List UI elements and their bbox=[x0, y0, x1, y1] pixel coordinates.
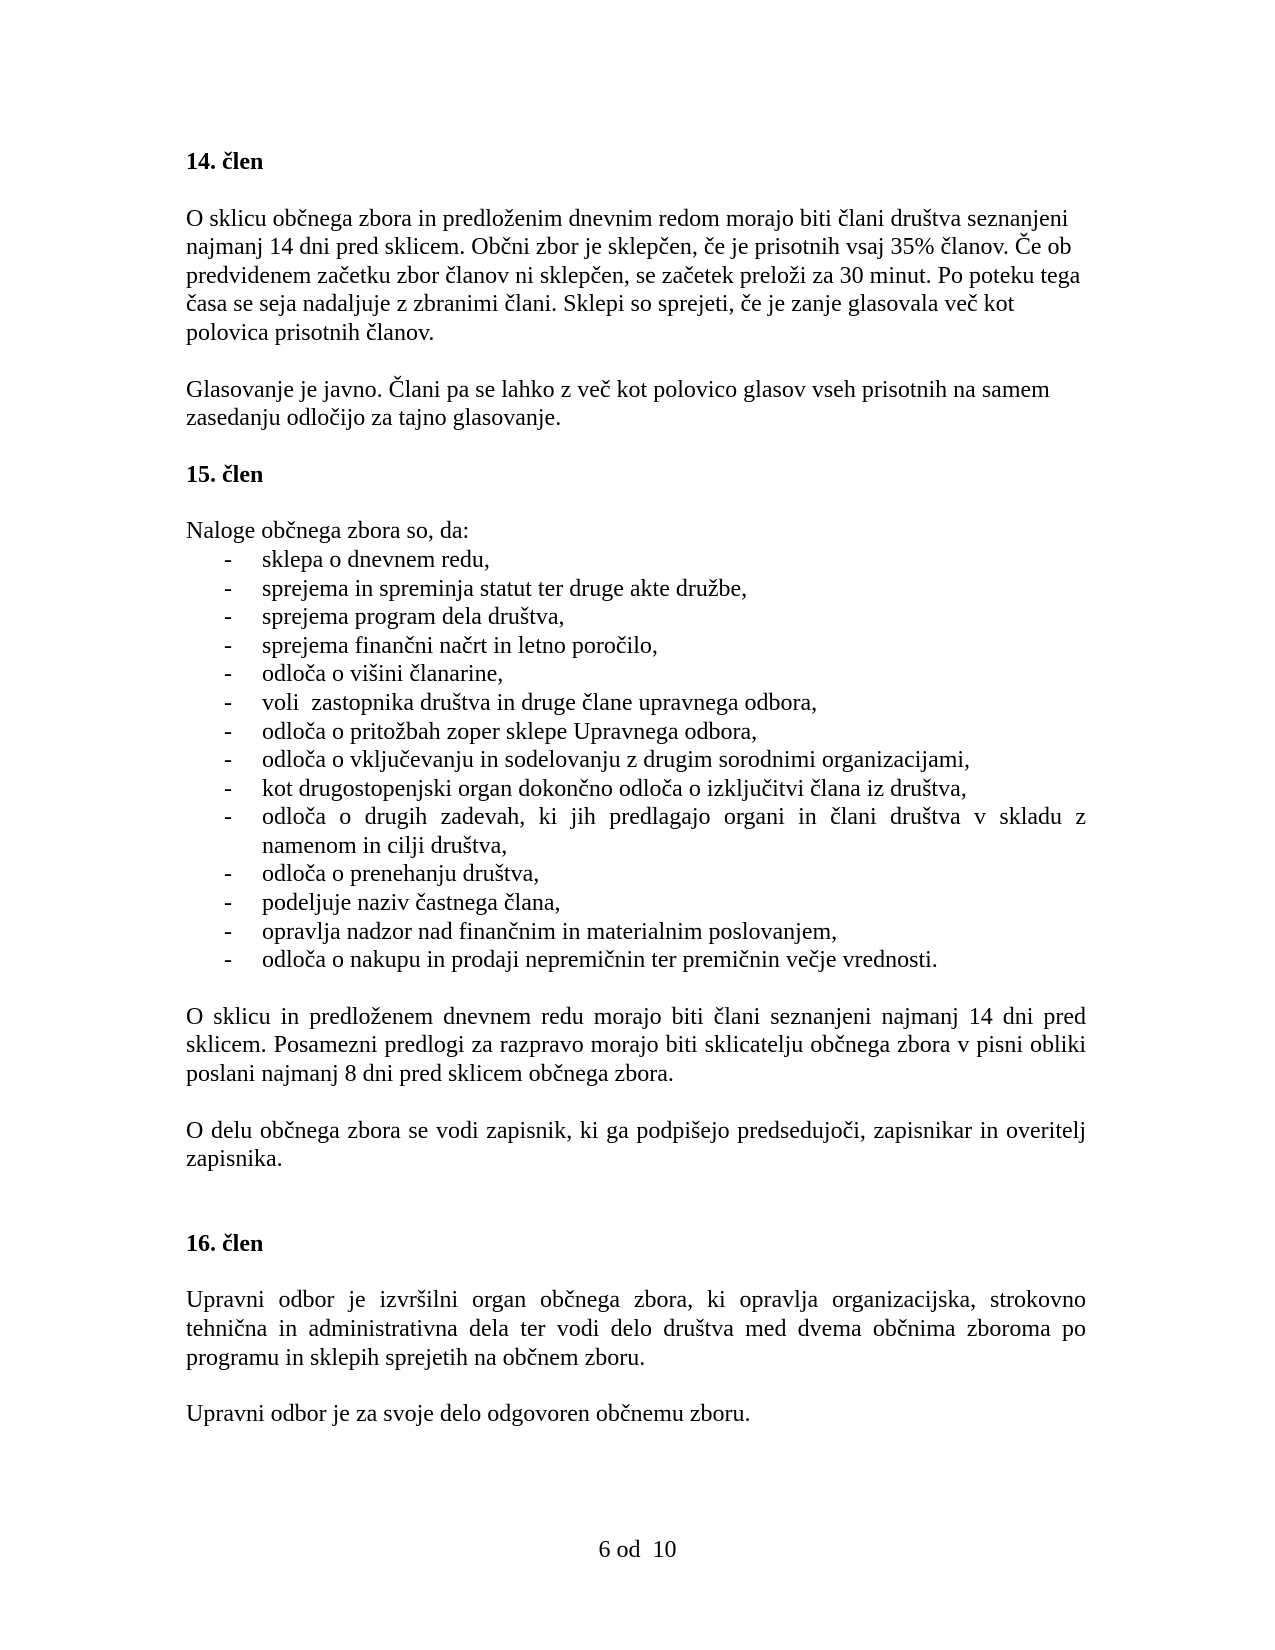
list-item-text: voli zastopnika društva in druge člane upravnega odbora, bbox=[262, 689, 818, 716]
list-item-text: kot drugostopenjski organ dokončno odloča o izključitvi člana iz društva, bbox=[262, 775, 967, 802]
list-item-text: odloča o vključevanju in sodelovanju z drugim sorodnimi organizacijami, bbox=[262, 747, 971, 774]
list-dash: - bbox=[224, 718, 232, 745]
list-item-text: opravlja nadzor nad finančnim in materialnim poslovanjem, bbox=[262, 918, 838, 945]
list-item-text: odloča o drugih zadevah, ki jih predlagajo organi in člani društva v skladu z namenom in cilji društva, bbox=[262, 804, 1086, 859]
list-item bbox=[186, 860, 1086, 889]
list-dash: - bbox=[224, 575, 232, 602]
article-15-heading: 15. člen bbox=[186, 461, 264, 488]
article-15-intro: Naloge občnega zbora so, da: bbox=[186, 518, 470, 545]
list-item-text: sklepa o dnevnem redu, bbox=[262, 546, 490, 573]
article-15-paragraph-2: O delu občnega zbora se vodi zapisnik, ki ga podpišejo predsedujoči, zapisnikar in overitelj zapisnika. bbox=[186, 1117, 1086, 1173]
article-16-paragraph-2: Upravni odbor je za svoje delo odgovoren občnemu zboru. bbox=[186, 1401, 751, 1428]
list-item bbox=[186, 603, 1086, 632]
article-14-paragraph-1: O sklicu občnega zbora in predloženim dnevnim redom morajo biti člani društva seznanjeni najmanj 14 dni pred sklicem. Občni zbor je sklepčen, če je prisotnih vsaj 35% članov. Če ob predvidenem začetku zbor članov ni sklepčen, se začetek preloži za 30 minut. Po poteku tega časa se seja nadaljuje z zbranimi člani. Sklepi so sprejeti, če je zanje glasovala več kot polovica prisotnih članov. bbox=[186, 205, 1081, 346]
list-item-text: odloča o pritožbah zoper sklepe Upravnega odbora, bbox=[262, 718, 758, 745]
list-item bbox=[186, 660, 1086, 689]
page-number: 6 od 10 bbox=[598, 1537, 677, 1563]
list-dash: - bbox=[224, 804, 232, 831]
list-item bbox=[186, 946, 1086, 975]
list-item bbox=[186, 889, 1086, 918]
article-14-paragraph-2: Glasovanje je javno. Člani pa se lahko z več kot polovico glasov vseh prisotnih na samem zasedanju odločijo za tajno glasovanje. bbox=[186, 376, 1050, 432]
list-item bbox=[186, 718, 1086, 747]
list-item-text: odloča o višini članarine, bbox=[262, 661, 504, 688]
list-dash: - bbox=[224, 546, 232, 573]
document-page bbox=[186, 148, 1086, 1429]
list-item-text: sprejema program dela društva, bbox=[262, 604, 565, 631]
list-dash: - bbox=[224, 918, 232, 945]
list-item bbox=[186, 918, 1086, 947]
article-15-duties-list bbox=[186, 546, 1086, 975]
list-item-text: sprejema in spreminja statut ter druge akte družbe, bbox=[262, 575, 748, 602]
list-item bbox=[186, 689, 1086, 718]
list-item bbox=[186, 775, 1086, 804]
list-item bbox=[186, 746, 1086, 775]
list-dash: - bbox=[224, 861, 232, 888]
list-dash: - bbox=[224, 747, 232, 774]
list-dash: - bbox=[224, 775, 232, 802]
list-item bbox=[186, 575, 1086, 604]
list-item bbox=[186, 632, 1086, 661]
article-16-paragraph-1: Upravni odbor je izvršilni organ občnega zbora, ki opravlja organizacijska, strokovno tehnična in administrativna dela ter vodi delo društva med dvema občnima zboroma po programu in sklepih sprejetih na občnem zboru. bbox=[186, 1287, 1086, 1371]
list-dash: - bbox=[224, 689, 232, 716]
list-item bbox=[186, 546, 1086, 575]
list-dash: - bbox=[224, 604, 232, 631]
article-16-heading: 16. člen bbox=[186, 1230, 264, 1257]
list-item bbox=[186, 803, 1086, 860]
list-item-text: podeljuje naziv častnega člana, bbox=[262, 890, 561, 917]
list-dash: - bbox=[224, 947, 232, 974]
list-item-text: odloča o prenehanju društva, bbox=[262, 861, 540, 888]
article-15-paragraph-1: O sklicu in predloženem dnevnem redu morajo biti člani seznanjeni najmanj 14 dni pred sklicem. Posamezni predlogi za razpravo morajo biti sklicatelju občnega zbora v pisni obliki poslani najmanj 8 dni pred sklicem občnega zbora. bbox=[186, 1003, 1086, 1088]
list-dash: - bbox=[224, 661, 232, 688]
list-item-text: sprejema finančni načrt in letno poročilo, bbox=[262, 632, 658, 659]
list-dash: - bbox=[224, 890, 232, 917]
list-item-text: odloča o nakupu in prodaji nepremičnin ter premičnin večje vrednosti. bbox=[262, 947, 938, 974]
article-14-heading: 14. člen bbox=[186, 149, 264, 175]
list-dash: - bbox=[224, 632, 232, 659]
